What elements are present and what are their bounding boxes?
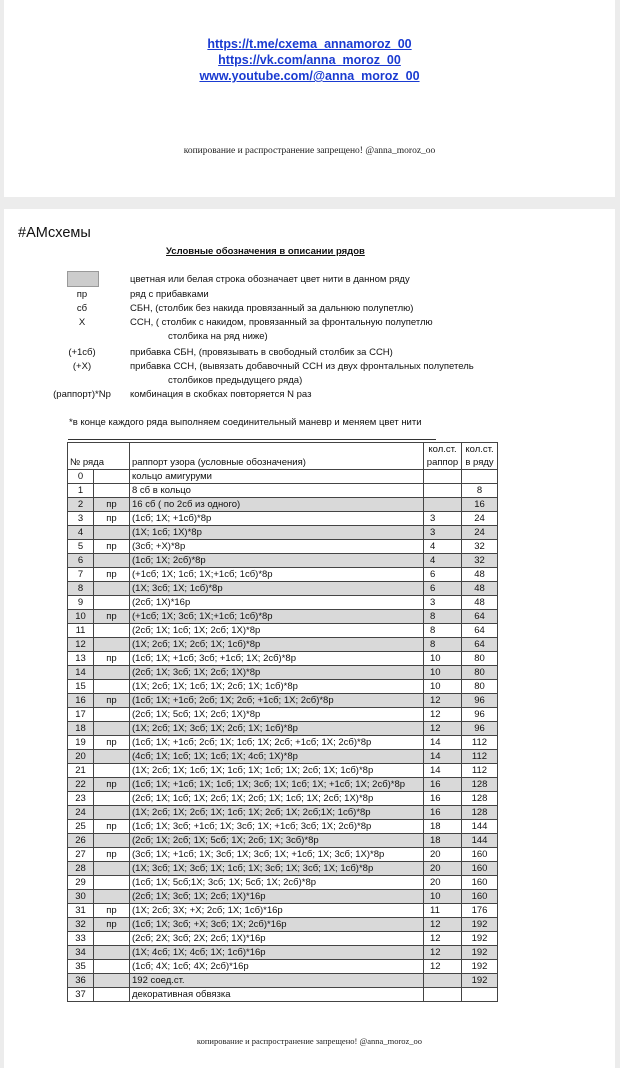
repeat-stitch-count: 3 xyxy=(424,596,462,610)
table-row xyxy=(68,946,498,960)
repeat-stitch-count: 10 xyxy=(424,666,462,680)
row-pattern: (1сб; 1Х; 3сб; +Х; 3сб; 1Х; 2сб)*16р xyxy=(130,918,424,932)
row-type: пр xyxy=(94,736,130,750)
row-pattern: (2сб; 1Х; 2сб; 1Х; 5сб; 1Х; 2сб; 1Х; 3сб)*8р xyxy=(130,834,424,848)
pattern-page xyxy=(4,209,615,1068)
row-stitch-count: 24 xyxy=(462,526,498,540)
table-row xyxy=(68,792,498,806)
row-stitch-count: 160 xyxy=(462,890,498,904)
row-pattern: (1Х; 2сб; 1Х; 3сб; 1Х; 2сб; 1Х; 1сб)*8р xyxy=(130,722,424,736)
row-number: 26 xyxy=(68,834,94,848)
repeat-stitch-count xyxy=(424,974,462,988)
row-number: 4 xyxy=(68,526,94,540)
repeat-stitch-count: 14 xyxy=(424,750,462,764)
row-number: 35 xyxy=(68,960,94,974)
table-row xyxy=(68,806,498,820)
row-pattern: (3сб; +Х)*8р xyxy=(130,540,424,554)
telegram-link[interactable]: https://t.me/cxema_annamoroz_00 xyxy=(207,37,412,51)
repeat-stitch-count: 18 xyxy=(424,820,462,834)
repeat-stitch-count: 12 xyxy=(424,694,462,708)
row-type: пр xyxy=(94,694,130,708)
row-stitch-count: 96 xyxy=(462,722,498,736)
row-number: 30 xyxy=(68,890,94,904)
row-stitch-count: 8 xyxy=(462,484,498,498)
vk-link[interactable]: https://vk.com/anna_moroz_00 xyxy=(218,53,401,67)
row-type: пр xyxy=(94,610,130,624)
row-stitch-count: 64 xyxy=(462,610,498,624)
row-stitch-count: 192 xyxy=(462,932,498,946)
repeat-stitch-count: 12 xyxy=(424,722,462,736)
repeat-stitch-count: 12 xyxy=(424,946,462,960)
row-stitch-count: 160 xyxy=(462,876,498,890)
legend-description: столбика на ряд ниже) xyxy=(168,331,268,342)
row-number: 36 xyxy=(68,974,94,988)
row-type xyxy=(94,722,130,736)
header-cell: кол.ст. xyxy=(462,443,498,457)
table-row xyxy=(68,778,498,792)
repeat-stitch-count: 20 xyxy=(424,862,462,876)
table-row xyxy=(68,554,498,568)
row-type xyxy=(94,750,130,764)
row-number: 6 xyxy=(68,554,94,568)
repeat-stitch-count: 6 xyxy=(424,568,462,582)
row-pattern: (1Х; 2сб; 3Х; +Х; 2сб; 1Х; 1сб)*16р xyxy=(130,904,424,918)
table-row xyxy=(68,568,498,582)
header-cell: кол.ст. xyxy=(424,443,462,457)
row-stitch-count: 128 xyxy=(462,792,498,806)
row-stitch-count: 160 xyxy=(462,848,498,862)
row-number: 24 xyxy=(68,806,94,820)
repeat-stitch-count: 12 xyxy=(424,932,462,946)
row-pattern: 192 соед.ст. xyxy=(130,974,424,988)
row-stitch-count: 128 xyxy=(462,778,498,792)
row-pattern: (1сб; 1Х; +1сб; 2сб; 1Х; 1сб; 1Х; 2сб; +1сб; 1Х; 2сб)*8р xyxy=(130,736,424,750)
row-pattern: (1Х; 2сб; 1Х; 2сб; 1Х; 1сб; 1Х; 2сб; 1Х; 2сб;1Х; 1сб)*8р xyxy=(130,806,424,820)
legend-symbol: (раппорт)*Nр xyxy=(53,389,111,400)
table-row xyxy=(68,470,498,484)
repeat-stitch-count: 8 xyxy=(424,624,462,638)
row-number: 14 xyxy=(68,666,94,680)
row-stitch-count: 192 xyxy=(462,974,498,988)
table-row xyxy=(68,904,498,918)
table-row xyxy=(68,876,498,890)
repeat-stitch-count: 12 xyxy=(424,960,462,974)
table-row xyxy=(68,638,498,652)
repeat-stitch-count: 4 xyxy=(424,540,462,554)
copyright-notice: копирование и распространение запрещено! @anna_moroz_oo xyxy=(183,146,436,156)
row-type xyxy=(94,624,130,638)
legend-symbol: (+1сб) xyxy=(68,347,96,358)
row-number: 33 xyxy=(68,932,94,946)
row-type: пр xyxy=(94,848,130,862)
repeat-stitch-count: 12 xyxy=(424,708,462,722)
row-pattern: (1сб; 1Х; +1сб; 3сб; +1сб; 1Х; 2сб)*8р xyxy=(130,652,424,666)
row-pattern: (+1сб; 1Х; 1сб; 1Х;+1сб; 1сб)*8р xyxy=(130,568,424,582)
row-number: 31 xyxy=(68,904,94,918)
repeat-stitch-count: 4 xyxy=(424,554,462,568)
row-stitch-count: 96 xyxy=(462,708,498,722)
table-row xyxy=(68,484,498,498)
header-cell xyxy=(68,443,130,457)
row-number: 8 xyxy=(68,582,94,596)
legend-description: комбинация в скобках повторяется N раз xyxy=(130,389,312,400)
row-stitch-count: 144 xyxy=(462,834,498,848)
legend-description: ряд с прибавками xyxy=(130,289,209,300)
row-pattern: (3сб; 1Х; +1сб; 1Х; 3сб; 1Х; 3сб; 1Х; +1сб; 1Х; 3сб; 1Х)*8р xyxy=(130,848,424,862)
row-type xyxy=(94,974,130,988)
row-number: 37 xyxy=(68,988,94,1002)
table-row xyxy=(68,820,498,834)
row-pattern: (4сб; 1Х; 1сб; 1Х; 1сб; 1Х; 4сб; 1Х)*8р xyxy=(130,750,424,764)
row-type xyxy=(94,582,130,596)
table-row xyxy=(68,750,498,764)
repeat-stitch-count: 11 xyxy=(424,904,462,918)
links-block xyxy=(4,36,615,84)
header-row-stitches: в ряду xyxy=(462,456,498,470)
row-stitch-count: 112 xyxy=(462,750,498,764)
row-stitch-count: 112 xyxy=(462,736,498,750)
row-number: 28 xyxy=(68,862,94,876)
row-number: 0 xyxy=(68,470,94,484)
header-pattern: раппорт узора (условные обозначения) xyxy=(130,456,424,470)
row-stitch-count: 80 xyxy=(462,680,498,694)
hashtag: #АМсхемы xyxy=(18,225,91,241)
row-stitch-count: 24 xyxy=(462,512,498,526)
color-swatch xyxy=(67,271,99,287)
row-stitch-count: 64 xyxy=(462,624,498,638)
row-pattern: (2сб; 1Х; 3сб; 1Х; 2сб; 1Х)*16р xyxy=(130,890,424,904)
row-number: 17 xyxy=(68,708,94,722)
repeat-stitch-count: 8 xyxy=(424,638,462,652)
row-stitch-count: 48 xyxy=(462,596,498,610)
table-row xyxy=(68,498,498,512)
row-stitch-count: 80 xyxy=(462,666,498,680)
row-number: 21 xyxy=(68,764,94,778)
row-number: 19 xyxy=(68,736,94,750)
repeat-stitch-count: 16 xyxy=(424,806,462,820)
row-stitch-count xyxy=(462,988,498,1002)
legend-description: цветная или белая строка обозначает цвет нити в данном ряду xyxy=(130,274,410,285)
row-number: 22 xyxy=(68,778,94,792)
row-stitch-count: 32 xyxy=(462,554,498,568)
table-row xyxy=(68,512,498,526)
row-number: 32 xyxy=(68,918,94,932)
row-number: 16 xyxy=(68,694,94,708)
row-pattern: (+1сб; 1Х; 3сб; 1Х;+1сб; 1сб)*8р xyxy=(130,610,424,624)
row-stitch-count: 32 xyxy=(462,540,498,554)
row-type xyxy=(94,666,130,680)
table-row xyxy=(68,540,498,554)
row-type xyxy=(94,680,130,694)
repeat-stitch-count xyxy=(424,498,462,512)
legend-description: прибавка СБН, (провязывать в свободный столбик за ССН) xyxy=(130,347,393,358)
row-stitch-count: 128 xyxy=(462,806,498,820)
row-stitch-count: 80 xyxy=(462,652,498,666)
row-number: 27 xyxy=(68,848,94,862)
repeat-stitch-count xyxy=(424,988,462,1002)
row-pattern: (1Х; 3сб; 1Х; 1сб)*8р xyxy=(130,582,424,596)
row-stitch-count: 192 xyxy=(462,960,498,974)
row-number: 11 xyxy=(68,624,94,638)
row-stitch-count: 192 xyxy=(462,946,498,960)
table-row xyxy=(68,862,498,876)
row-pattern: (1Х; 2сб; 1Х; 1сб; 1Х; 1сб; 1Х; 1сб; 1Х; 2сб; 1Х; 1сб)*8р xyxy=(130,764,424,778)
row-type xyxy=(94,526,130,540)
row-pattern: (2сб; 1Х; 1сб; 1Х; 2сб; 1Х; 2сб; 1Х; 1сб; 1Х; 2сб; 1Х)*8р xyxy=(130,792,424,806)
table-row xyxy=(68,918,498,932)
repeat-stitch-count: 10 xyxy=(424,652,462,666)
repeat-stitch-count: 14 xyxy=(424,764,462,778)
legend-symbol: пр xyxy=(76,289,88,300)
row-type: пр xyxy=(94,918,130,932)
row-type xyxy=(94,792,130,806)
legend-symbol: Х xyxy=(78,317,86,328)
row-pattern: кольцо амигуруми xyxy=(130,470,424,484)
repeat-stitch-count: 16 xyxy=(424,792,462,806)
table-row xyxy=(68,736,498,750)
table-row xyxy=(68,526,498,540)
table-row xyxy=(68,680,498,694)
row-type xyxy=(94,764,130,778)
repeat-stitch-count: 6 xyxy=(424,582,462,596)
table-row xyxy=(68,932,498,946)
legend-description: прибавка ССН, (вывязать добавочный ССН из двух фронтальных полупетель xyxy=(130,361,474,372)
table-row xyxy=(68,988,498,1002)
table-row xyxy=(68,596,498,610)
row-pattern: (1Х; 1сб; 1Х)*8р xyxy=(130,526,424,540)
table-row xyxy=(68,764,498,778)
row-number: 20 xyxy=(68,750,94,764)
legend-heading: Условные обозначения в описании рядов xyxy=(166,246,365,257)
repeat-stitch-count: 3 xyxy=(424,526,462,540)
row-type xyxy=(94,862,130,876)
row-type xyxy=(94,470,130,484)
row-pattern: (1сб; 1Х; +1сб)*8р xyxy=(130,512,424,526)
row-type xyxy=(94,484,130,498)
row-stitch-count: 112 xyxy=(462,764,498,778)
header-cell xyxy=(130,443,424,457)
row-stitch-count: 160 xyxy=(462,862,498,876)
row-pattern: (1сб; 1Х; +1сб; 1Х; 1сб; 1Х; 3сб; 1Х; 1сб; 1Х; +1сб; 1Х; 2сб)*8р xyxy=(130,778,424,792)
row-number: 18 xyxy=(68,722,94,736)
row-number: 10 xyxy=(68,610,94,624)
row-stitch-count: 96 xyxy=(462,694,498,708)
row-number: 34 xyxy=(68,946,94,960)
row-number: 2 xyxy=(68,498,94,512)
row-pattern: (2сб; 2Х; 3сб; 2Х; 2сб; 1Х)*16р xyxy=(130,932,424,946)
row-pattern: 8 сб в кольцо xyxy=(130,484,424,498)
header-row-number: № ряда xyxy=(68,456,130,470)
row-stitch-count: 192 xyxy=(462,918,498,932)
repeat-stitch-count: 20 xyxy=(424,876,462,890)
row-stitch-count: 48 xyxy=(462,568,498,582)
row-type xyxy=(94,946,130,960)
row-number: 15 xyxy=(68,680,94,694)
row-type: пр xyxy=(94,778,130,792)
row-type: пр xyxy=(94,512,130,526)
repeat-stitch-count: 14 xyxy=(424,736,462,750)
row-type xyxy=(94,960,130,974)
row-number: 5 xyxy=(68,540,94,554)
row-pattern: (1Х; 2сб; 1Х; 1сб; 1Х; 2сб; 1Х; 1сб)*8р xyxy=(130,680,424,694)
row-type xyxy=(94,876,130,890)
table-row xyxy=(68,610,498,624)
row-type xyxy=(94,708,130,722)
row-pattern: 16 сб ( по 2сб из одного) xyxy=(130,498,424,512)
pattern-table xyxy=(67,442,498,1002)
repeat-stitch-count xyxy=(424,470,462,484)
row-type xyxy=(94,638,130,652)
row-stitch-count: 144 xyxy=(462,820,498,834)
repeat-stitch-count: 10 xyxy=(424,890,462,904)
row-pattern: (2сб; 1Х; 5сб; 1Х; 2сб; 1Х)*8р xyxy=(130,708,424,722)
table-row xyxy=(68,974,498,988)
row-pattern: (1Х; 3сб; 1Х; 3сб; 1Х; 1сб; 1Х; 3сб; 1Х; 3сб; 1Х; 1сб)*8р xyxy=(130,862,424,876)
row-number: 7 xyxy=(68,568,94,582)
row-stitch-count: 16 xyxy=(462,498,498,512)
table-row xyxy=(68,722,498,736)
row-type: пр xyxy=(94,904,130,918)
table-row xyxy=(68,708,498,722)
row-type xyxy=(94,806,130,820)
legend-description: столбиков предыдущего ряда) xyxy=(168,375,303,386)
row-pattern: (1сб; 1Х; +1сб; 2сб; 1Х; 2сб; +1сб; 1Х; 2сб)*8р xyxy=(130,694,424,708)
footer-copyright: копирование и распространение запрещено! @anna_moroz_oo xyxy=(196,1036,423,1046)
row-pattern: (1сб; 4Х; 1сб; 4Х; 2сб)*16р xyxy=(130,960,424,974)
repeat-stitch-count: 8 xyxy=(424,610,462,624)
table-row xyxy=(68,848,498,862)
row-pattern: (2сб; 1Х; 3сб; 1Х; 2сб; 1Х)*8р xyxy=(130,666,424,680)
table-row xyxy=(68,834,498,848)
row-pattern: (2сб; 1Х)*16р xyxy=(130,596,424,610)
row-stitch-count: 64 xyxy=(462,638,498,652)
row-pattern: (1сб; 1Х; 5сб;1Х; 3сб; 1Х; 5сб; 1Х; 2сб)*8р xyxy=(130,876,424,890)
row-type xyxy=(94,932,130,946)
table-row xyxy=(68,666,498,680)
row-type xyxy=(94,890,130,904)
row-stitch-count xyxy=(462,470,498,484)
row-type: пр xyxy=(94,540,130,554)
repeat-stitch-count: 18 xyxy=(424,834,462,848)
row-pattern: (1Х; 4сб; 1Х; 4сб; 1Х; 1сб)*16р xyxy=(130,946,424,960)
repeat-stitch-count: 16 xyxy=(424,778,462,792)
row-type xyxy=(94,596,130,610)
note: *в конце каждого ряда выполняем соединительный маневр и меняем цвет нити xyxy=(69,417,422,428)
row-pattern: (1сб; 1Х; 2сб)*8р xyxy=(130,554,424,568)
repeat-stitch-count: 12 xyxy=(424,918,462,932)
table-row xyxy=(68,624,498,638)
row-number: 29 xyxy=(68,876,94,890)
table-row xyxy=(68,582,498,596)
table-row xyxy=(68,652,498,666)
row-number: 12 xyxy=(68,638,94,652)
row-pattern: (1Х; 2сб; 1Х; 2сб; 1Х; 1сб)*8р xyxy=(130,638,424,652)
row-pattern: декоративная обвязка xyxy=(130,988,424,1002)
row-pattern: (1сб; 1Х; 3сб; +1сб; 1Х; 3сб; 1Х; +1сб; 3сб; 1Х; 2сб)*8р xyxy=(130,820,424,834)
row-type: пр xyxy=(94,568,130,582)
table-row xyxy=(68,960,498,974)
row-type: пр xyxy=(94,652,130,666)
row-number: 1 xyxy=(68,484,94,498)
legend-description: ССН, ( столбик с накидом, провязанный за фронтальную полупетлю xyxy=(130,317,433,328)
legend-symbol: (+Х) xyxy=(72,361,92,372)
repeat-stitch-count xyxy=(424,484,462,498)
table-row xyxy=(68,694,498,708)
table-row xyxy=(68,890,498,904)
row-type: пр xyxy=(94,820,130,834)
repeat-stitch-count: 10 xyxy=(424,680,462,694)
table-header xyxy=(68,456,498,470)
row-stitch-count: 48 xyxy=(462,582,498,596)
page-header xyxy=(4,0,615,197)
divider xyxy=(68,439,436,440)
row-type xyxy=(94,554,130,568)
repeat-stitch-count: 20 xyxy=(424,848,462,862)
row-number: 13 xyxy=(68,652,94,666)
row-type: пр xyxy=(94,498,130,512)
row-type xyxy=(94,988,130,1002)
repeat-stitch-count: 3 xyxy=(424,512,462,526)
table-header-top xyxy=(68,443,498,457)
legend-description: СБН, (столбик без накида провязанный за дальнюю полупетлю) xyxy=(130,303,414,314)
row-type xyxy=(94,834,130,848)
row-number: 9 xyxy=(68,596,94,610)
header-repeat-stitches: раппор xyxy=(424,456,462,470)
row-number: 25 xyxy=(68,820,94,834)
row-number: 3 xyxy=(68,512,94,526)
row-pattern: (2сб; 1Х; 1сб; 1Х; 2сб; 1Х)*8р xyxy=(130,624,424,638)
youtube-link[interactable]: www.youtube.com/@anna_moroz_00 xyxy=(199,69,420,83)
row-number: 23 xyxy=(68,792,94,806)
row-stitch-count: 176 xyxy=(462,904,498,918)
legend-symbol: сб xyxy=(76,303,88,314)
